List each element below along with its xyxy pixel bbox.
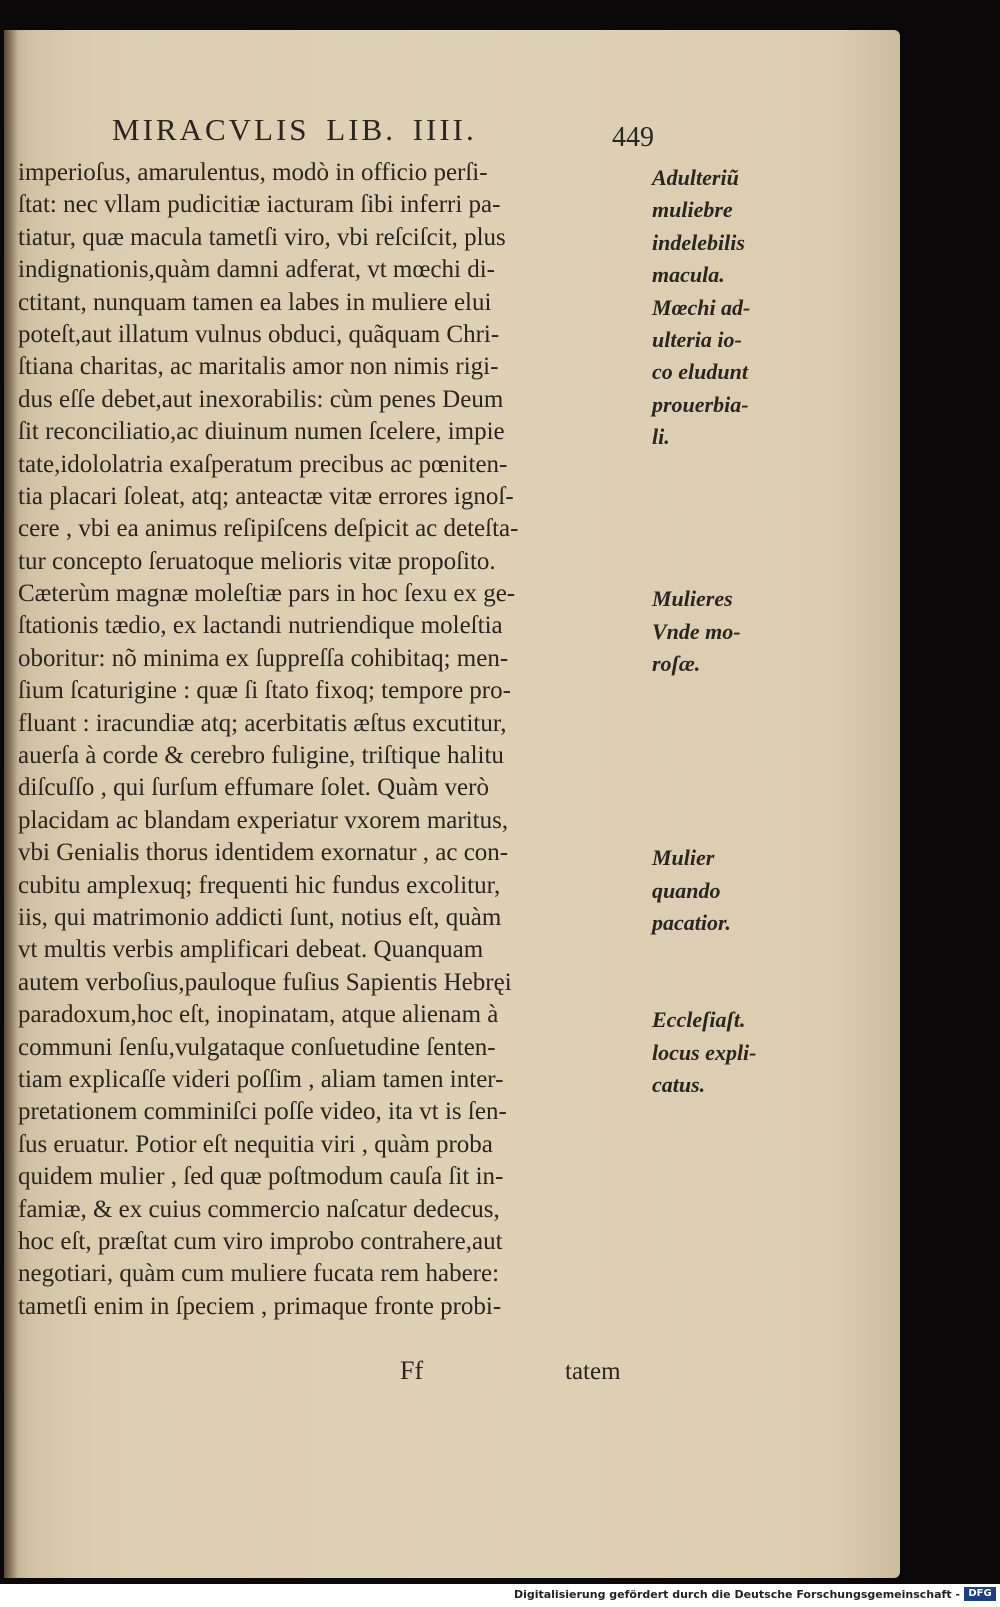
- marginal-note: li.: [652, 424, 670, 450]
- text-line: Cæterùm magnæ moleſtiæ pars in hoc ſexu ex ge-: [18, 580, 516, 608]
- text-line: negotiari, quàm cum muliere fucata rem habere:: [18, 1260, 500, 1288]
- text-line: diſcuſſo , qui ſurſum effumare ſolet. Quàm verò: [18, 774, 489, 802]
- text-line: ſtiana charitas, ac maritalis amor non nimis rigi-: [18, 353, 499, 381]
- text-line: autem verboſius,pauloque fuſius Sapientis Hebręi: [18, 968, 512, 996]
- body-text: [18, 157, 658, 1323]
- text-line: cubitu amplexuq; frequenti hic fundus excolitur,: [18, 871, 501, 899]
- text-line: placidam ac blandam experiatur vxorem maritus,: [18, 806, 509, 834]
- text-line: vbi Genialis thorus identidem exornatur , ac con-: [18, 839, 509, 867]
- marginal-note: indelebilis: [652, 229, 745, 255]
- text-line: tiatur, quæ macula tametſi viro, vbi reſciſcit, plus: [18, 223, 506, 251]
- text-line: ſus eruatur. Potior eſt nequitia viri , quàm proba: [18, 1130, 493, 1158]
- marginal-note: Mulieres: [652, 586, 733, 612]
- text-line: oboritur: nõ minima ex ſuppreſſa cohibitaq; men-: [18, 644, 509, 672]
- marginal-note: roſæ.: [652, 651, 701, 676]
- text-line: tur concepto ſeruatoque melioris vitæ propoſito.: [18, 547, 496, 575]
- marginal-note: pacatior.: [652, 910, 731, 936]
- page-gutter-shadow: [4, 30, 18, 1578]
- footer-credit: Digitalisierung gefördert durch die Deutsche Forschungsgemeinschaft -: [513, 1588, 960, 1601]
- marginal-note: locus expli-: [652, 1039, 757, 1065]
- text-line: ſtat: nec vllam pudicitiæ iacturam ſibi inferri pa-: [18, 191, 501, 219]
- text-line: fluant : iracundiæ atq; acerbitatis æſtus excutitur,: [18, 709, 507, 737]
- text-line: communi ſenſu,vulgataque conſuetudine ſenten-: [18, 1033, 496, 1061]
- marginal-note: Mulier: [652, 845, 715, 871]
- marginal-note: Eccleſiaſt.: [652, 1007, 746, 1033]
- text-line: imperioſus, amarulentus, modò in officio perſi-: [18, 159, 488, 186]
- text-line: cere , vbi ea animus reſipiſcens deſpicit ac deteſta-: [18, 515, 519, 543]
- marginal-note: Mœchi ad-: [652, 294, 751, 320]
- text-line: ſtationis tædio, ex lactandi nutriendique moleſtia: [18, 612, 503, 640]
- text-line: tametſi enim in ſpeciem , primaque fronte probi-: [18, 1292, 502, 1320]
- text-line: ſit reconciliatio,ac diuinum numen ſcelere, impie: [18, 418, 505, 446]
- text-line: famiæ, & ex cuius commercio naſcatur dedecus,: [18, 1195, 500, 1223]
- marginal-note: Adulteriũ: [652, 165, 739, 190]
- text-line: ſium ſcaturigine : quæ ſi ſtato fixoq; tempore pro-: [18, 677, 511, 705]
- text-line: ctitant, nunquam tamen ea labes in muliere elui: [18, 288, 492, 316]
- marginal-note: macula.: [652, 262, 725, 288]
- text-line: dus eſſe debet,aut inexorabilis: cùm penes Deum: [18, 385, 504, 413]
- text-line: paradoxum,hoc eſt, inopinatam, atque alienam à: [18, 1001, 499, 1029]
- text-line: tia placari ſoleat, atq; anteactæ vitæ errores ignoſ-: [18, 482, 514, 510]
- text-line: vt multis verbis amplificari debeat. Quanquam: [18, 936, 484, 964]
- text-line: tate,idololatria exaſperatum precibus ac pœniten-: [18, 450, 508, 478]
- marginal-note: prouerbia-: [652, 391, 749, 417]
- dfg-logo-icon: DFG: [964, 1587, 996, 1601]
- text-line: quidem mulier , ſed quæ poſtmodum cauſa ſit in-: [18, 1163, 504, 1191]
- catchword: tatem: [565, 1358, 621, 1385]
- text-line: pretationem comminiſci poſſe video, ita vt is ſen-: [18, 1098, 507, 1126]
- running-title: MIRACVLIS LIB. IIII.: [112, 112, 477, 147]
- text-line: poteſt,aut illatum vulnus obduci, quãquam Chri-: [18, 320, 500, 348]
- marginal-note: muliebre: [652, 197, 733, 223]
- signature-mark: Ff: [400, 1356, 424, 1385]
- marginal-note: catus.: [652, 1072, 706, 1098]
- text-line: auerſa à corde & cerebro fuligine, triſtique halitu: [18, 742, 504, 770]
- marginal-note: ulteria io-: [652, 327, 742, 352]
- marginal-note: quando: [652, 877, 721, 903]
- text-line: iis, qui matrimonio addicti ſunt, notius eſt, quàm: [18, 903, 502, 931]
- marginal-note: co eludunt: [652, 359, 748, 385]
- text-line: indignationis,quàm damni adferat, vt mœchi di-: [18, 256, 495, 284]
- text-line: tiam explicaſſe videri poſſim , aliam tamen inter-: [18, 1065, 504, 1093]
- marginal-note: Vnde mo-: [652, 618, 741, 644]
- text-line: hoc eſt, præſtat cum viro improbo contrahere,aut: [18, 1227, 503, 1255]
- page-number: 449: [612, 122, 654, 153]
